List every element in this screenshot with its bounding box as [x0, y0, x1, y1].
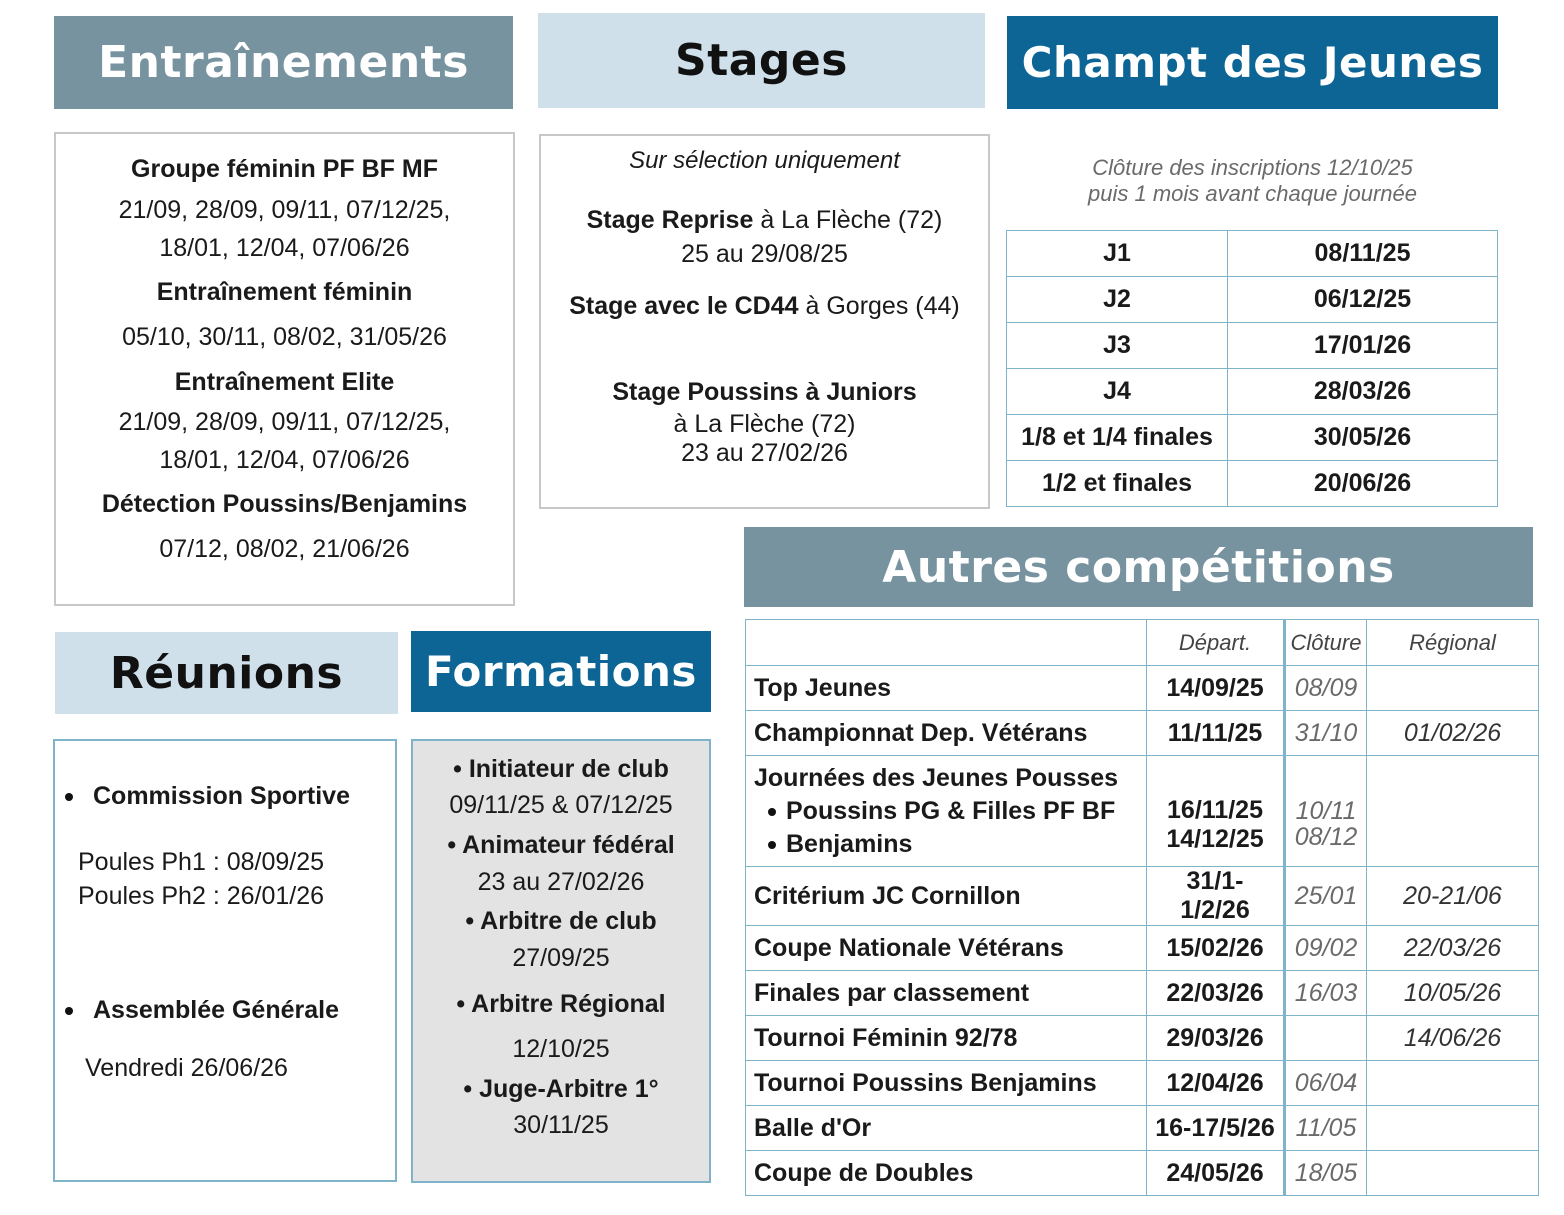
- bullet-icon: [65, 793, 73, 801]
- entrainements-title: Entraînements: [98, 37, 469, 88]
- pousses-sub: [754, 795, 1138, 828]
- stage-place: à La Flèche (72): [753, 206, 943, 234]
- table-row: [1007, 231, 1498, 277]
- competition-regional: 22/03/26: [1367, 926, 1539, 971]
- jeunes-header: [1007, 16, 1498, 109]
- stages-note: Sur sélection uniquement: [629, 147, 900, 174]
- reunion-item: [65, 781, 350, 811]
- reunion-date-line: Vendredi 26/06/26: [85, 1054, 288, 1082]
- stage-item: [541, 289, 988, 323]
- competition-name: Coupe de Doubles: [746, 1151, 1147, 1196]
- stage-name: Stage Reprise: [586, 206, 754, 234]
- pousses-sub-label: Benjamins: [786, 829, 913, 858]
- competition-regional: 10/05/26: [1367, 971, 1539, 1016]
- group-dates: 05/10, 30/11, 08/02, 31/05/26: [122, 323, 447, 351]
- competition-name: Championnat Dep. Vétérans: [746, 711, 1147, 756]
- jeunes-note: [1007, 155, 1498, 207]
- competition-depart: 22/03/26: [1147, 971, 1285, 1016]
- pousses-cloture: 10/11: [1295, 797, 1357, 825]
- pousses-depart: 14/12/25: [1166, 825, 1264, 853]
- entrainements-panel: [54, 132, 515, 606]
- formation-date: 12/10/25: [512, 1035, 610, 1063]
- header-depart: Départ.: [1147, 620, 1285, 666]
- round-label: J4: [1007, 369, 1228, 415]
- competition-depart: [1147, 756, 1285, 867]
- table-row: [1007, 369, 1498, 415]
- header-name: [746, 620, 1147, 666]
- formations-panel: [411, 739, 711, 1183]
- reunion-dates: [78, 845, 324, 913]
- stage-place: à Gorges (44): [798, 292, 960, 320]
- round-date: 17/01/26: [1228, 323, 1498, 369]
- group-title: Groupe féminin PF BF MF: [131, 155, 438, 183]
- competition-cloture: 06/04: [1285, 1061, 1367, 1106]
- competition-depart: 31/1-1/2/26: [1147, 867, 1285, 926]
- formation-item: • Arbitre Régional: [456, 990, 666, 1018]
- group-title: Entraînement féminin: [156, 278, 413, 306]
- competition-cloture: [1285, 1016, 1367, 1061]
- competition-regional: [1367, 1106, 1539, 1151]
- round-label: 1/2 et finales: [1007, 461, 1228, 507]
- formation-item: • Animateur fédéral: [447, 831, 675, 859]
- jeunes-note-line: puis 1 mois avant chaque journée: [1088, 181, 1417, 206]
- table-row: [746, 867, 1539, 926]
- bullet-icon: [768, 841, 776, 849]
- competition-cloture: 18/05: [1285, 1151, 1367, 1196]
- table-row: [746, 926, 1539, 971]
- formation-date: 30/11/25: [513, 1111, 609, 1139]
- round-date: 20/06/26: [1228, 461, 1498, 507]
- jeunes-note-line: Clôture des inscriptions 12/10/25: [1092, 155, 1413, 180]
- bullet-icon: [768, 808, 776, 816]
- formation-date: 23 au 27/02/26: [477, 868, 645, 896]
- formation-item: • Initiateur de club: [453, 755, 669, 783]
- pousses-sub-label: Poussins PG & Filles PF BF: [786, 796, 1116, 825]
- competition-name: Critérium JC Cornillon: [746, 867, 1147, 926]
- competition-name: Finales par classement: [746, 971, 1147, 1016]
- stage-place: à La Flèche (72): [673, 410, 856, 438]
- round-label: J1: [1007, 231, 1228, 277]
- competition-regional: [1367, 666, 1539, 711]
- entrainements-header: [54, 16, 513, 109]
- table-row: [1007, 461, 1498, 507]
- competition-regional: 01/02/26: [1367, 711, 1539, 756]
- competition-name: Tournoi Poussins Benjamins: [746, 1061, 1147, 1106]
- competition-depart: 16-17/5/26: [1147, 1106, 1285, 1151]
- competition-cloture: 31/10: [1285, 711, 1367, 756]
- stage-name: Stage avec le CD44: [569, 292, 799, 320]
- round-label: J3: [1007, 323, 1228, 369]
- table-row: [746, 1061, 1539, 1106]
- bullet-icon: [65, 1007, 73, 1015]
- group-dates: 07/12, 08/02, 21/06/26: [159, 535, 410, 563]
- table-row: [746, 1016, 1539, 1061]
- formations-title: Formations: [425, 647, 697, 696]
- competition-cloture: 08/09: [1285, 666, 1367, 711]
- competition-cloture: 11/05: [1285, 1106, 1367, 1151]
- jeunes-table: [1006, 230, 1498, 507]
- group-dates: 18/01, 12/04, 07/06/26: [159, 446, 410, 474]
- table-row: [1007, 415, 1498, 461]
- stages-title: Stages: [675, 35, 848, 86]
- table-row: [746, 1151, 1539, 1196]
- competition-cloture: 16/03: [1285, 971, 1367, 1016]
- reunions-panel: [53, 739, 397, 1182]
- group-title: Entraînement Elite: [174, 368, 395, 396]
- table-row: [746, 711, 1539, 756]
- round-label: 1/8 et 1/4 finales: [1007, 415, 1228, 461]
- reunions-header: [55, 632, 398, 714]
- competition-depart: 29/03/26: [1147, 1016, 1285, 1061]
- competition-cloture: 25/01: [1285, 867, 1367, 926]
- competition-name: Top Jeunes: [746, 666, 1147, 711]
- reunion-date-line: Poules Ph2 : 26/01/26: [78, 882, 325, 910]
- competition-depart: 11/11/25: [1147, 711, 1285, 756]
- jeunes-title: Champt des Jeunes: [1021, 38, 1484, 87]
- stage-dates: 25 au 29/08/25: [681, 240, 848, 268]
- formation-label: Arbitre Régional: [471, 990, 666, 1018]
- reunion-label: Assemblée Générale: [93, 996, 339, 1024]
- autres-title: Autres compétitions: [882, 541, 1395, 593]
- reunion-item: [65, 995, 339, 1025]
- competition-regional: [1367, 756, 1539, 867]
- stage-name: Stage Poussins à Juniors: [612, 378, 917, 406]
- autres-table: [745, 619, 1539, 1196]
- competition-depart: 12/04/26: [1147, 1061, 1285, 1106]
- formation-label: Arbitre de club: [480, 907, 657, 935]
- competition-name: Tournoi Féminin 92/78: [746, 1016, 1147, 1061]
- competition-depart: 24/05/26: [1147, 1151, 1285, 1196]
- formations-header: [411, 631, 711, 712]
- round-date: 06/12/25: [1228, 277, 1498, 323]
- competition-depart: 15/02/26: [1147, 926, 1285, 971]
- competition-regional: 20-21/06: [1367, 867, 1539, 926]
- competition-name: [746, 756, 1147, 867]
- formation-item: • Juge-Arbitre 1°: [463, 1075, 659, 1103]
- stage-dates: 23 au 27/02/26: [681, 439, 848, 467]
- pousses-depart: 16/11/25: [1167, 796, 1263, 824]
- group-dates: 21/09, 28/09, 09/11, 07/12/25,: [118, 408, 451, 436]
- autres-header: [744, 527, 1533, 607]
- competition-regional: [1367, 1151, 1539, 1196]
- stages-panel: [539, 134, 990, 509]
- formation-date: 09/11/25 & 07/12/25: [449, 791, 673, 819]
- round-label: J2: [1007, 277, 1228, 323]
- formation-date: 27/09/25: [512, 944, 610, 972]
- reunion-label: Commission Sportive: [93, 782, 350, 810]
- group-title: Détection Poussins/Benjamins: [101, 490, 468, 518]
- header-cloture: Clôture: [1285, 620, 1367, 666]
- competition-regional: [1367, 1061, 1539, 1106]
- formation-label: Juge-Arbitre 1°: [479, 1075, 659, 1103]
- reunion-date-line: Poules Ph1 : 08/09/25: [78, 848, 325, 876]
- formation-label: Initiateur de club: [468, 755, 669, 783]
- competition-name: Balle d'Or: [746, 1106, 1147, 1151]
- table-row: [746, 756, 1539, 867]
- table-row: [1007, 277, 1498, 323]
- round-date: 28/03/26: [1228, 369, 1498, 415]
- table-row: [746, 971, 1539, 1016]
- stage-item: [541, 203, 988, 237]
- group-dates: 21/09, 28/09, 09/11, 07/12/25,: [118, 196, 451, 224]
- pousses-cloture: 08/12: [1294, 823, 1358, 851]
- formation-item: • Arbitre de club: [465, 907, 657, 935]
- competition-depart: 14/09/25: [1147, 666, 1285, 711]
- competition-cloture: 09/02: [1285, 926, 1367, 971]
- table-row: [746, 666, 1539, 711]
- round-date: 30/05/26: [1228, 415, 1498, 461]
- reunions-title: Réunions: [109, 647, 344, 699]
- competition-cloture: [1285, 756, 1367, 867]
- header-regional: Régional: [1367, 620, 1539, 666]
- competition-name: Coupe Nationale Vétérans: [746, 926, 1147, 971]
- competition-regional: 14/06/26: [1367, 1016, 1539, 1061]
- stages-header: [538, 13, 985, 108]
- pousses-title: Journées des Jeunes Pousses: [754, 763, 1119, 792]
- table-header-row: [746, 620, 1539, 666]
- table-row: [746, 1106, 1539, 1151]
- round-date: 08/11/25: [1228, 231, 1498, 277]
- formation-label: Animateur fédéral: [462, 831, 675, 859]
- group-dates: 18/01, 12/04, 07/06/26: [159, 234, 410, 262]
- pousses-sub: [754, 828, 1138, 861]
- table-row: [1007, 323, 1498, 369]
